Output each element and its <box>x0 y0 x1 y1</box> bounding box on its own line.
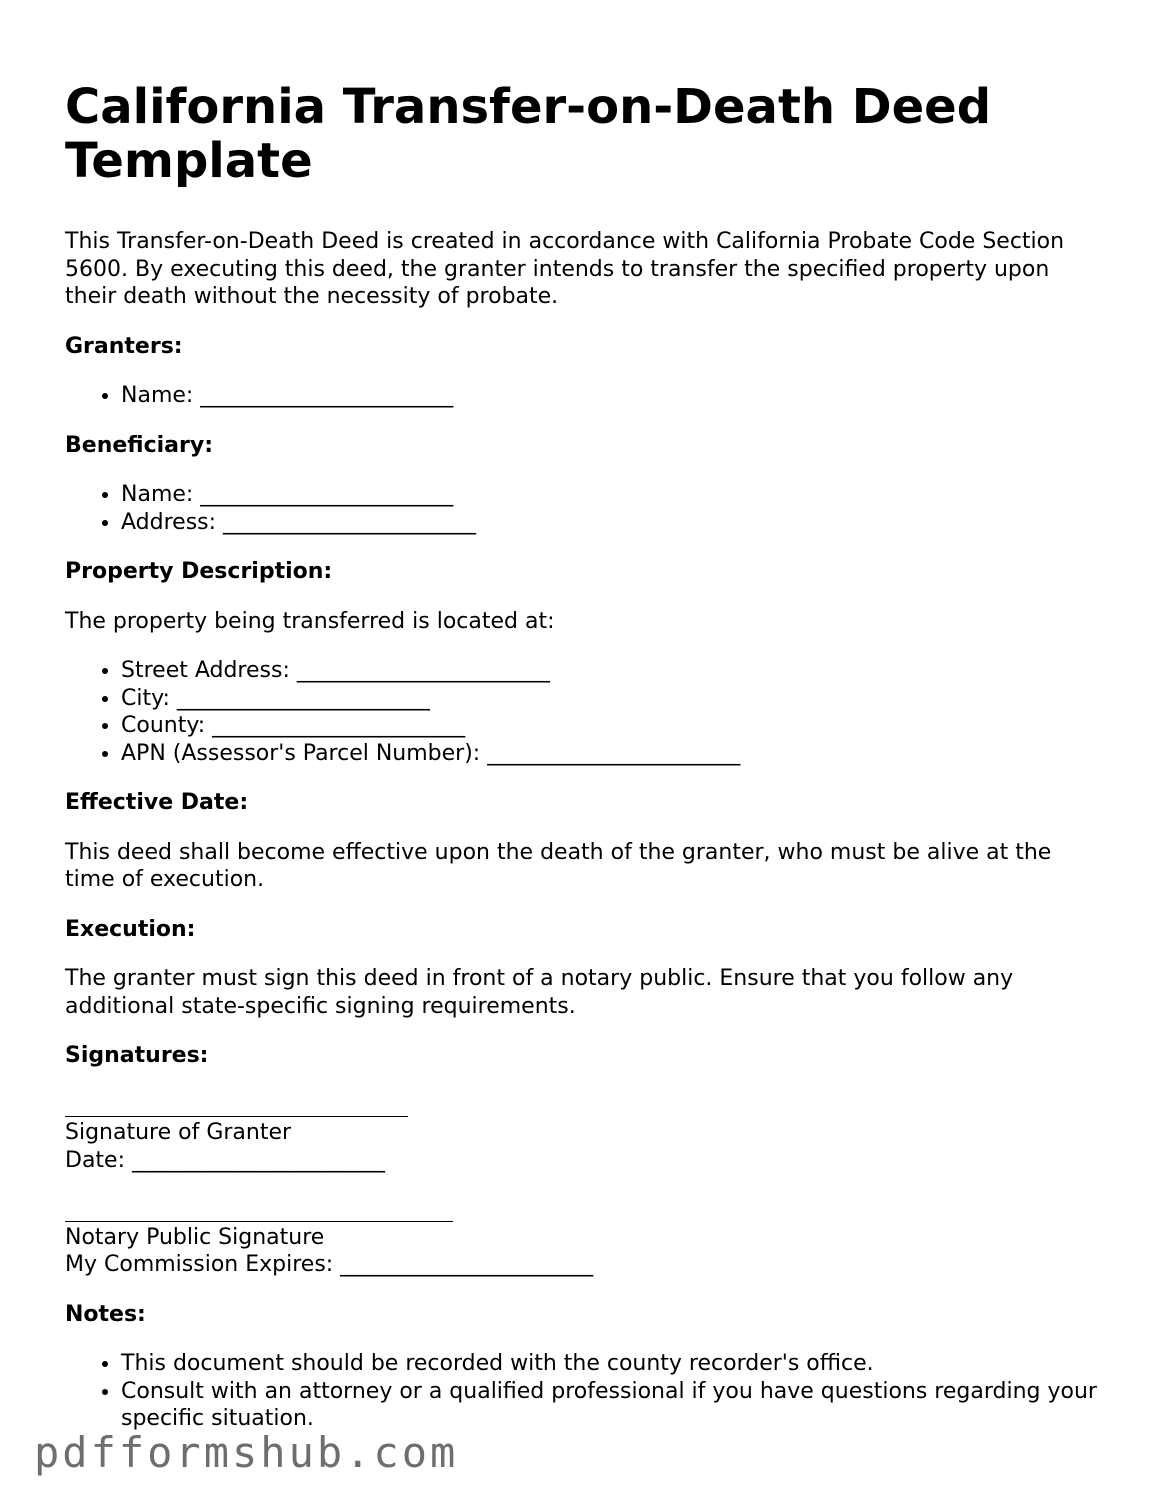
granters-list <box>65 382 1105 410</box>
execution-heading: Execution: <box>65 916 196 942</box>
document-page <box>65 80 1105 1455</box>
apn-field: • APN (Assessor's Parcel Number): _______________________ <box>121 740 1105 768</box>
beneficiary-heading: Beneficiary: <box>65 432 213 458</box>
signatures-block <box>65 1092 1105 1279</box>
beneficiary-address-field: • Address: _______________________ <box>121 509 1105 537</box>
note-item: • Consult with an attorney or a qualified professional if you have questions regarding your specific situation. <box>121 1378 1105 1433</box>
watermark-text: pdfformshub.com <box>34 1428 459 1477</box>
property-list <box>65 657 1105 767</box>
notes-heading: Notes: <box>65 1301 146 1327</box>
county-field: • County: _______________________ <box>121 712 1105 740</box>
notary-signature-label: Notary Public Signature <box>65 1224 325 1250</box>
property-text: The property being transferred is located at: <box>65 608 555 634</box>
city-field: • City: _______________________ <box>121 685 1105 713</box>
beneficiary-list <box>65 481 1105 536</box>
property-heading: Property Description: <box>65 559 333 584</box>
signatures-heading: Signatures: <box>65 1043 209 1068</box>
beneficiary-name-field: • Name: _______________________ <box>121 481 1105 509</box>
signature-spacer <box>65 1174 1105 1196</box>
note-item: • This document should be recorded with the county recorder's office. <box>121 1350 1105 1378</box>
granter-date-field: Date: _______________________ <box>65 1147 385 1173</box>
granter-signature-line <box>65 1092 1105 1120</box>
notary-expires-field: My Commission Expires: _______________________ <box>65 1252 594 1277</box>
document-title: California Transfer-on-Death Deed Template <box>65 79 992 189</box>
intro-paragraph: This Transfer-on-Death Deed is created in accordance with California Probate Code Section 5600. By executing this deed, the granter intends to transfer the specified property upon their death without the necessity of probate. <box>65 229 1065 309</box>
granter-name-field: • Name: _______________________ <box>121 382 1105 410</box>
effective-date-text: This deed shall become effective upon the death of the granter, who must be alive at the time of execution. <box>65 839 1052 892</box>
notes-list <box>65 1350 1105 1433</box>
street-address-field: • Street Address: _______________________ <box>121 657 1105 685</box>
notary-signature-line <box>65 1196 1105 1224</box>
granter-signature-label: Signature of Granter <box>65 1120 292 1145</box>
granters-heading: Granters: <box>65 333 183 359</box>
execution-text: The granter must sign this deed in front of a notary public. Ensure that you follow any additional state-specific signing requirements. <box>65 966 1014 1019</box>
effective-date-heading: Effective Date: <box>65 790 249 815</box>
